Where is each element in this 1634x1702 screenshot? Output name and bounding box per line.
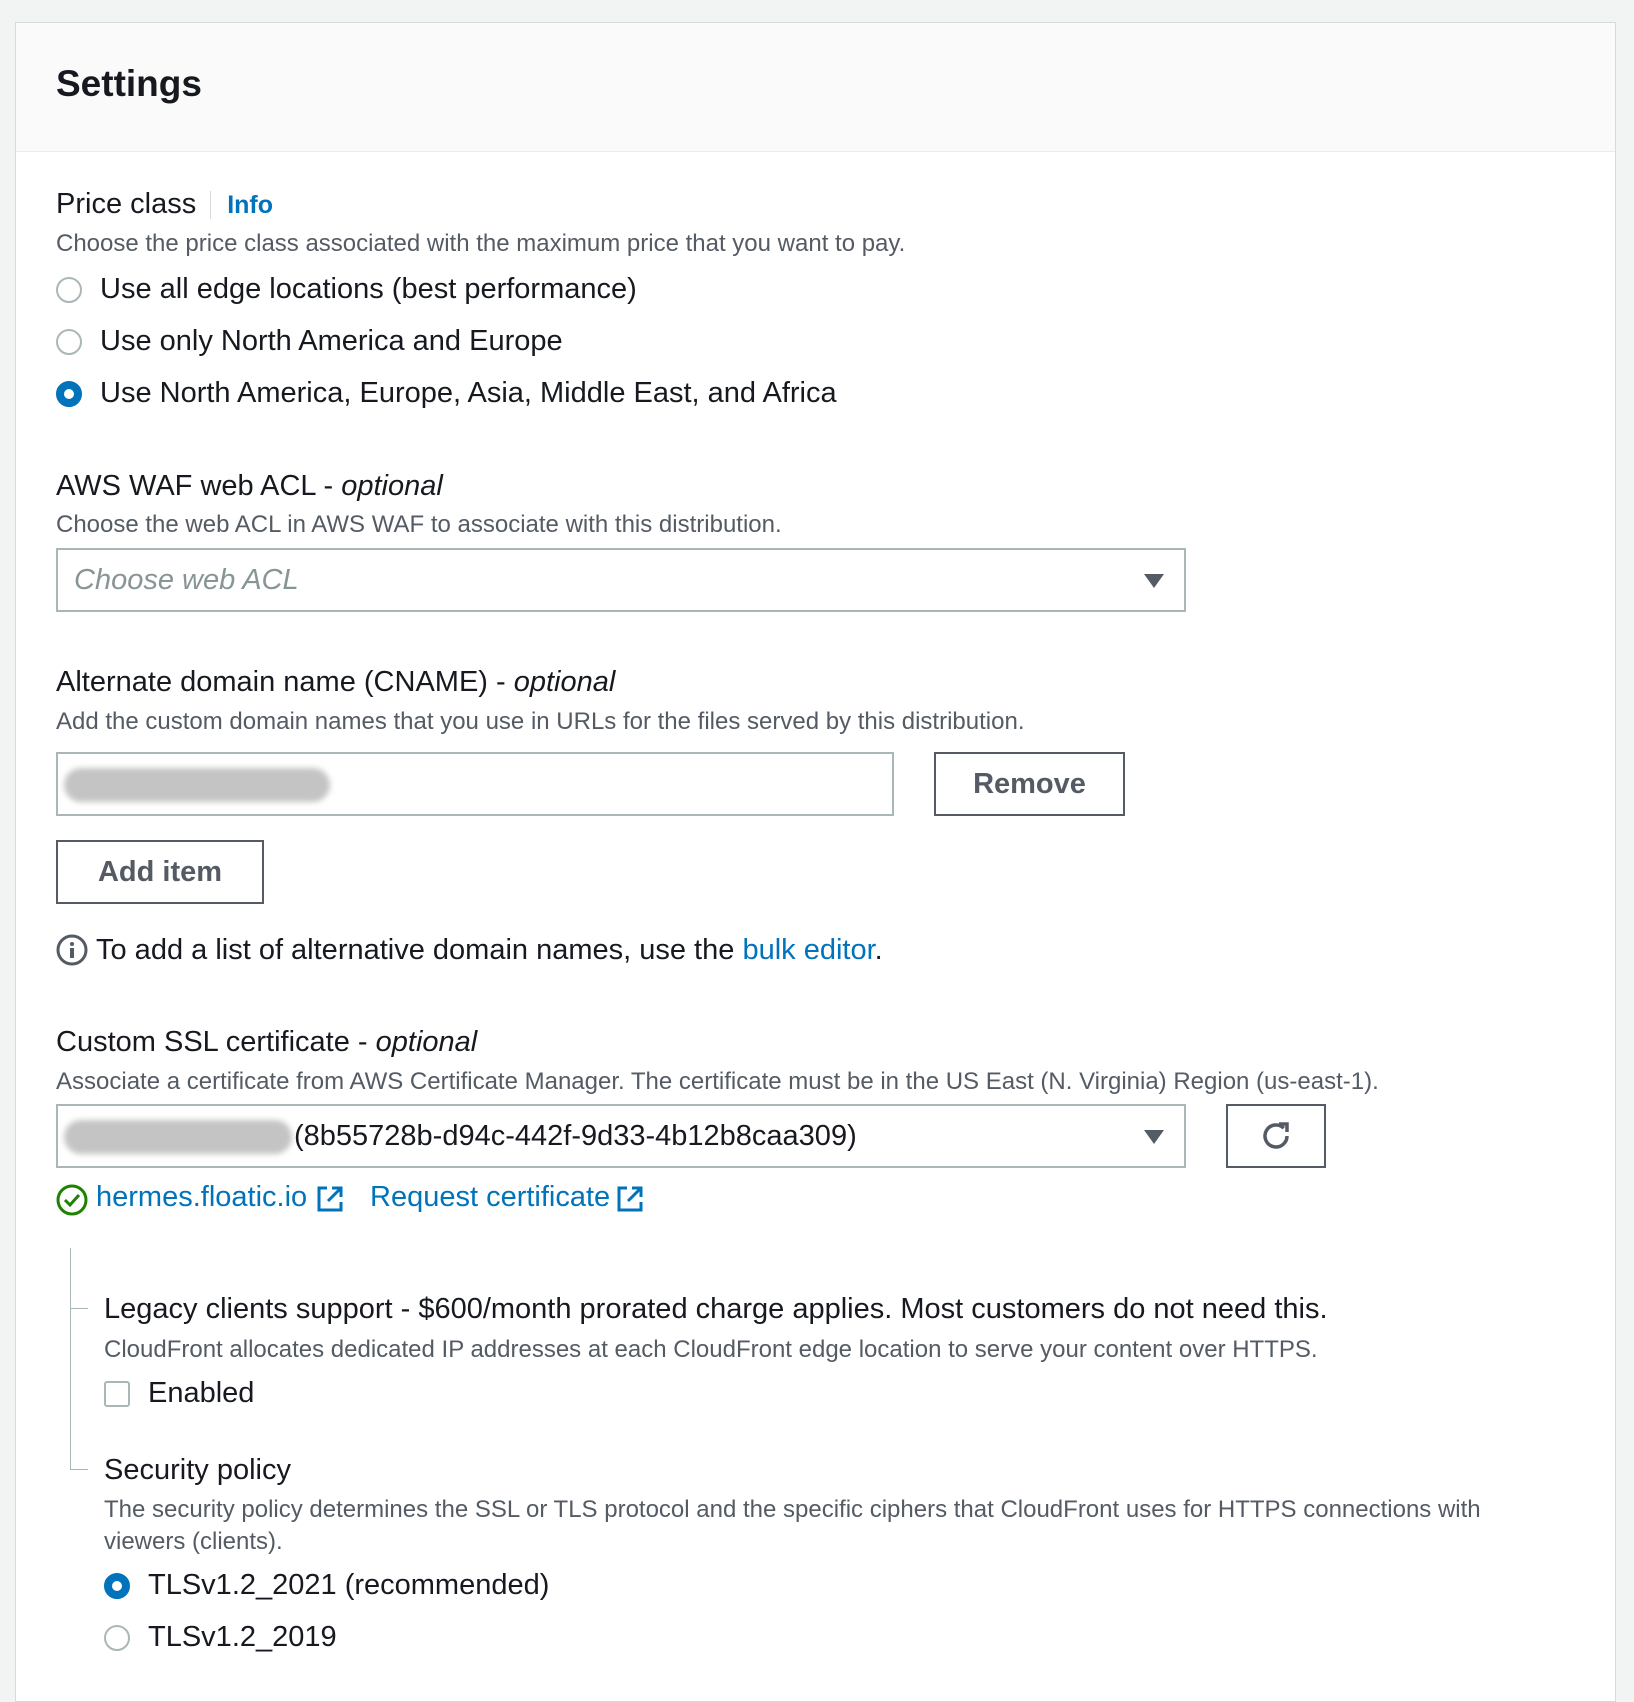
tree-connector xyxy=(70,1248,71,1470)
security-policy-radio-2021[interactable] xyxy=(104,1573,130,1599)
security-policy-option-label[interactable]: TLSv1.2_2021 (recommended) xyxy=(148,1569,550,1601)
legacy-enabled-checkbox[interactable] xyxy=(104,1381,130,1407)
bulk-editor-info xyxy=(96,934,883,967)
tree-connector xyxy=(70,1469,88,1470)
legacy-enabled-label[interactable]: Enabled xyxy=(148,1377,255,1409)
price-class-radio-na-eu[interactable] xyxy=(56,329,82,355)
ssl-label-text: Custom SSL certificate - xyxy=(56,1026,376,1058)
cname-description: Add the custom domain names that you use in URLs for the files served by this distribution. xyxy=(56,708,1025,735)
ssl-certificate-select[interactable] xyxy=(56,1104,1186,1168)
refresh-icon xyxy=(1257,1117,1295,1155)
price-class-radio-all[interactable] xyxy=(56,277,82,303)
price-class-option-label[interactable]: Use North America, Europe, Asia, Middle East, and Africa xyxy=(100,377,837,409)
waf-label-text: AWS WAF web ACL - xyxy=(56,470,342,502)
certificate-domain-link[interactable]: hermes.floatic.io xyxy=(96,1181,308,1213)
external-link-icon[interactable] xyxy=(615,1184,645,1214)
ssl-label xyxy=(56,1026,477,1059)
success-check-icon xyxy=(56,1184,88,1216)
price-class-radio-na-eu-asia[interactable] xyxy=(56,381,82,407)
cname-optional: optional xyxy=(513,666,616,698)
legacy-clients-description: CloudFront allocates dedicated IP addresses at each CloudFront edge location to serve your content over HTTPS. xyxy=(104,1336,1318,1363)
price-class-option-label[interactable]: Use all edge locations (best performance) xyxy=(100,273,637,305)
redacted-value xyxy=(64,1120,292,1154)
security-policy-description-line2: viewers (clients). xyxy=(104,1528,283,1555)
tree-connector xyxy=(70,1308,88,1309)
panel-title: Settings xyxy=(56,63,202,104)
price-class-option-label[interactable]: Use only North America and Europe xyxy=(100,325,563,357)
panel-header xyxy=(16,23,1615,152)
waf-optional: optional xyxy=(341,470,443,502)
ssl-certificate-value: (8b55728b-d94c-442f-9d33-4b12b8caa309) xyxy=(294,1120,857,1152)
price-class-description: Choose the price class associated with the maximum price that you want to pay. xyxy=(56,230,906,257)
security-policy-option-label[interactable]: TLSv1.2_2019 xyxy=(148,1621,337,1653)
price-class-label-row xyxy=(56,188,273,221)
bulk-editor-info-text: To add a list of alternative domain names, use the xyxy=(96,934,743,966)
chevron-down-icon xyxy=(1144,1130,1164,1144)
chevron-down-icon xyxy=(1144,574,1164,588)
bulk-editor-link[interactable]: bulk editor xyxy=(742,934,875,966)
add-item-button[interactable]: Add item xyxy=(56,840,264,904)
price-class-info-link[interactable]: Info xyxy=(210,191,273,219)
security-policy-description-line1: The security policy determines the SSL or TLS protocol and the specific ciphers that CloudFront uses for HTTPS connections with xyxy=(104,1496,1481,1523)
refresh-button[interactable] xyxy=(1226,1104,1326,1168)
cname-label xyxy=(56,666,615,699)
waf-description: Choose the web ACL in AWS WAF to associate with this distribution. xyxy=(56,511,782,538)
cname-label-text: Alternate domain name (CNAME) - xyxy=(56,666,514,698)
ssl-optional: optional xyxy=(375,1026,478,1058)
waf-label xyxy=(56,470,443,503)
redacted-value xyxy=(64,768,330,802)
bulk-editor-info-end: . xyxy=(874,934,883,966)
request-certificate-link[interactable]: Request certificate xyxy=(370,1181,611,1213)
security-policy-label: Security policy xyxy=(104,1454,291,1486)
external-link-icon[interactable] xyxy=(315,1184,345,1214)
waf-acl-select[interactable] xyxy=(56,548,1186,612)
remove-button[interactable]: Remove xyxy=(934,752,1125,816)
price-class-label: Price class xyxy=(56,188,197,220)
security-policy-radio-2019[interactable] xyxy=(104,1625,130,1651)
info-icon xyxy=(56,934,88,966)
cname-input[interactable] xyxy=(56,752,894,816)
legacy-clients-label: Legacy clients support - $600/month prorated charge applies. Most customers do not need this. xyxy=(104,1293,1328,1325)
ssl-description: Associate a certificate from AWS Certificate Manager. The certificate must be in the US East (N. Virginia) Region (us-east-1). xyxy=(56,1068,1379,1095)
waf-acl-placeholder: Choose web ACL xyxy=(74,564,299,596)
